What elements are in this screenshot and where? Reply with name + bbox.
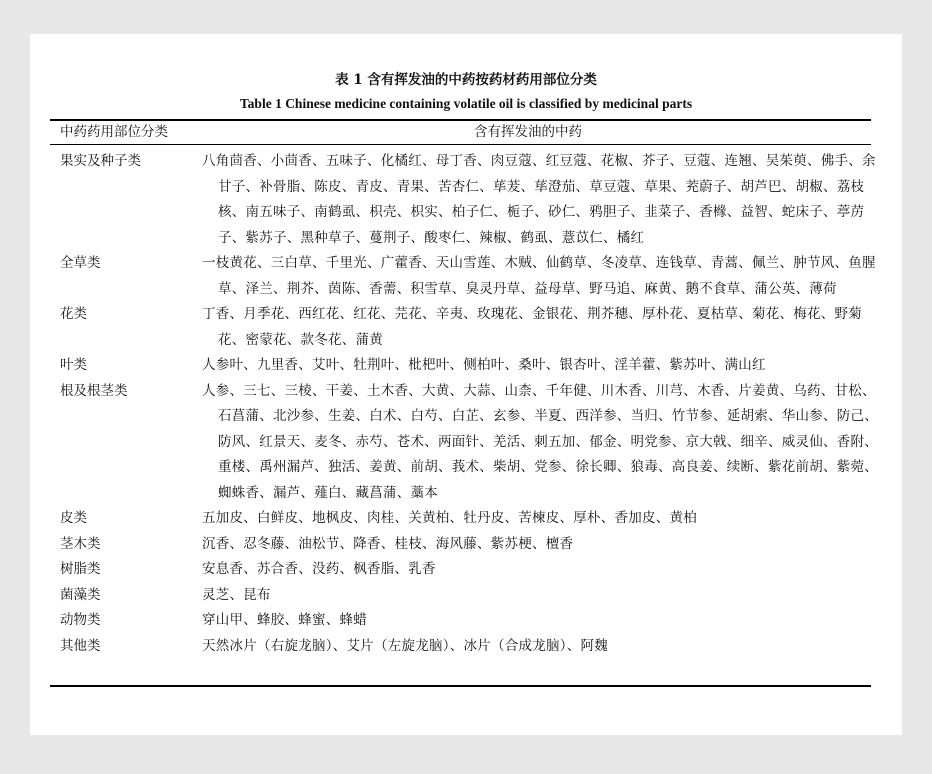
header-herbs: 含有挥发油的中药 bbox=[474, 124, 582, 140]
table-row bbox=[30, 557, 902, 583]
row-herbs: 人参、三七、三棱、干姜、土木香、大黄、大蒜、山柰、千年健、川木香、川芎、木香、片姜黄、乌药、甘松、石菖蒲、北沙参、生姜、白术、白芍、白芷、玄参、半夏、西洋参、当归、竹节参、延胡索、华山参、防己、防风、红景天、麦冬、赤芍、苍术、两面针、羌活、刺五加、郁金、明党参、京大戟、细辛、威灵仙、香附、重楼、禹州漏芦、独活、姜黄、前胡、莪术、柴胡、党参、徐长卿、狼毒、高良姜、续断、紫花前胡、紫菀、蜘蛛香、漏芦、薤白、藏菖蒲、藁本 bbox=[202, 382, 878, 501]
document-page bbox=[30, 34, 902, 735]
row-category: 全草类 bbox=[60, 255, 101, 271]
top-rule bbox=[50, 119, 871, 121]
table-row bbox=[30, 251, 902, 302]
row-category: 花类 bbox=[60, 306, 87, 322]
row-herbs: 灵芝、昆布 bbox=[202, 586, 271, 603]
row-category: 其他类 bbox=[60, 637, 101, 654]
table-body bbox=[30, 149, 902, 659]
table-row bbox=[30, 532, 902, 558]
table-row bbox=[30, 353, 902, 379]
row-herbs: 沉香、忍冬藤、油松节、降香、桂枝、海风藤、紫苏梗、檀香 bbox=[202, 535, 574, 552]
table-title-chinese: 表 1 含有挥发油的中药按药材药用部位分类 bbox=[335, 72, 597, 88]
table-row bbox=[30, 149, 902, 251]
bottom-rule bbox=[50, 685, 871, 687]
row-category: 根及根茎类 bbox=[60, 382, 128, 399]
row-category: 叶类 bbox=[60, 357, 87, 373]
table-title-english: Table 1 Chinese medicine containing volatile oil is classified by medicinal parts bbox=[239, 96, 693, 111]
table-row bbox=[30, 379, 902, 507]
row-herbs: 一枝黄花、三白草、千里光、广藿香、天山雪莲、木贼、仙鹤草、冬凌草、连钱草、青蒿、佩兰、肿节风、鱼腥草、泽兰、荆芥、茵陈、香薷、积雪草、臭灵丹草、益母草、野马追、麻黄、鹅不食草、蒲公英、薄荷 bbox=[202, 255, 876, 297]
row-herbs: 人参叶、九里香、艾叶、牡荆叶、枇杷叶、侧柏叶、桑叶、银杏叶、淫羊藿、紫苏叶、满山红 bbox=[202, 357, 766, 373]
header-rule bbox=[50, 144, 871, 145]
row-category: 动物类 bbox=[60, 612, 101, 628]
row-herbs: 五加皮、白鲜皮、地枫皮、肉桂、关黄柏、牡丹皮、苦楝皮、厚朴、香加皮、黄柏 bbox=[202, 510, 697, 526]
row-category: 皮类 bbox=[60, 510, 87, 526]
row-herbs: 安息香、苏合香、没药、枫香脂、乳香 bbox=[202, 561, 436, 577]
row-herbs: 八角茴香、小茴香、五味子、化橘红、母丁香、肉豆蔻、红豆蔻、花椒、芥子、豆蔻、连翘、吴茱萸、佛手、余甘子、补骨脂、陈皮、青皮、青果、苦杏仁、荜茇、荜澄茄、草豆蔻、草果、茺蔚子、胡芦巴、胡椒、荔枝核、南五味子、南鹤虱、枳壳、枳实、柏子仁、栀子、砂仁、鸦胆子、韭菜子、香橼、益智、蛇床子、葶苈子、紫苏子、黑种草子、蔓荆子、酸枣仁、辣椒、鹤虱、薏苡仁、橘红 bbox=[202, 153, 876, 246]
row-category: 树脂类 bbox=[60, 561, 101, 577]
table-row bbox=[30, 302, 902, 353]
table-row bbox=[30, 634, 902, 660]
table-row bbox=[30, 506, 902, 532]
row-category: 茎木类 bbox=[60, 535, 101, 552]
header-category: 中药药用部位分类 bbox=[60, 124, 168, 140]
table-row bbox=[30, 608, 902, 634]
row-herbs: 穿山甲、蜂胶、蜂蜜、蜂蜡 bbox=[202, 612, 367, 628]
row-category: 菌藻类 bbox=[60, 586, 101, 603]
table-row bbox=[30, 583, 902, 609]
row-herbs: 天然冰片（右旋龙脑）、艾片（左旋龙脑）、冰片（合成龙脑）、阿魏 bbox=[202, 637, 608, 654]
row-herbs: 丁香、月季花、西红花、红花、芫花、辛夷、玫瑰花、金银花、荆芥穗、厚朴花、夏枯草、菊花、梅花、野菊花、密蒙花、款冬花、蒲黄 bbox=[202, 306, 862, 348]
row-category: 果实及种子类 bbox=[60, 153, 141, 169]
